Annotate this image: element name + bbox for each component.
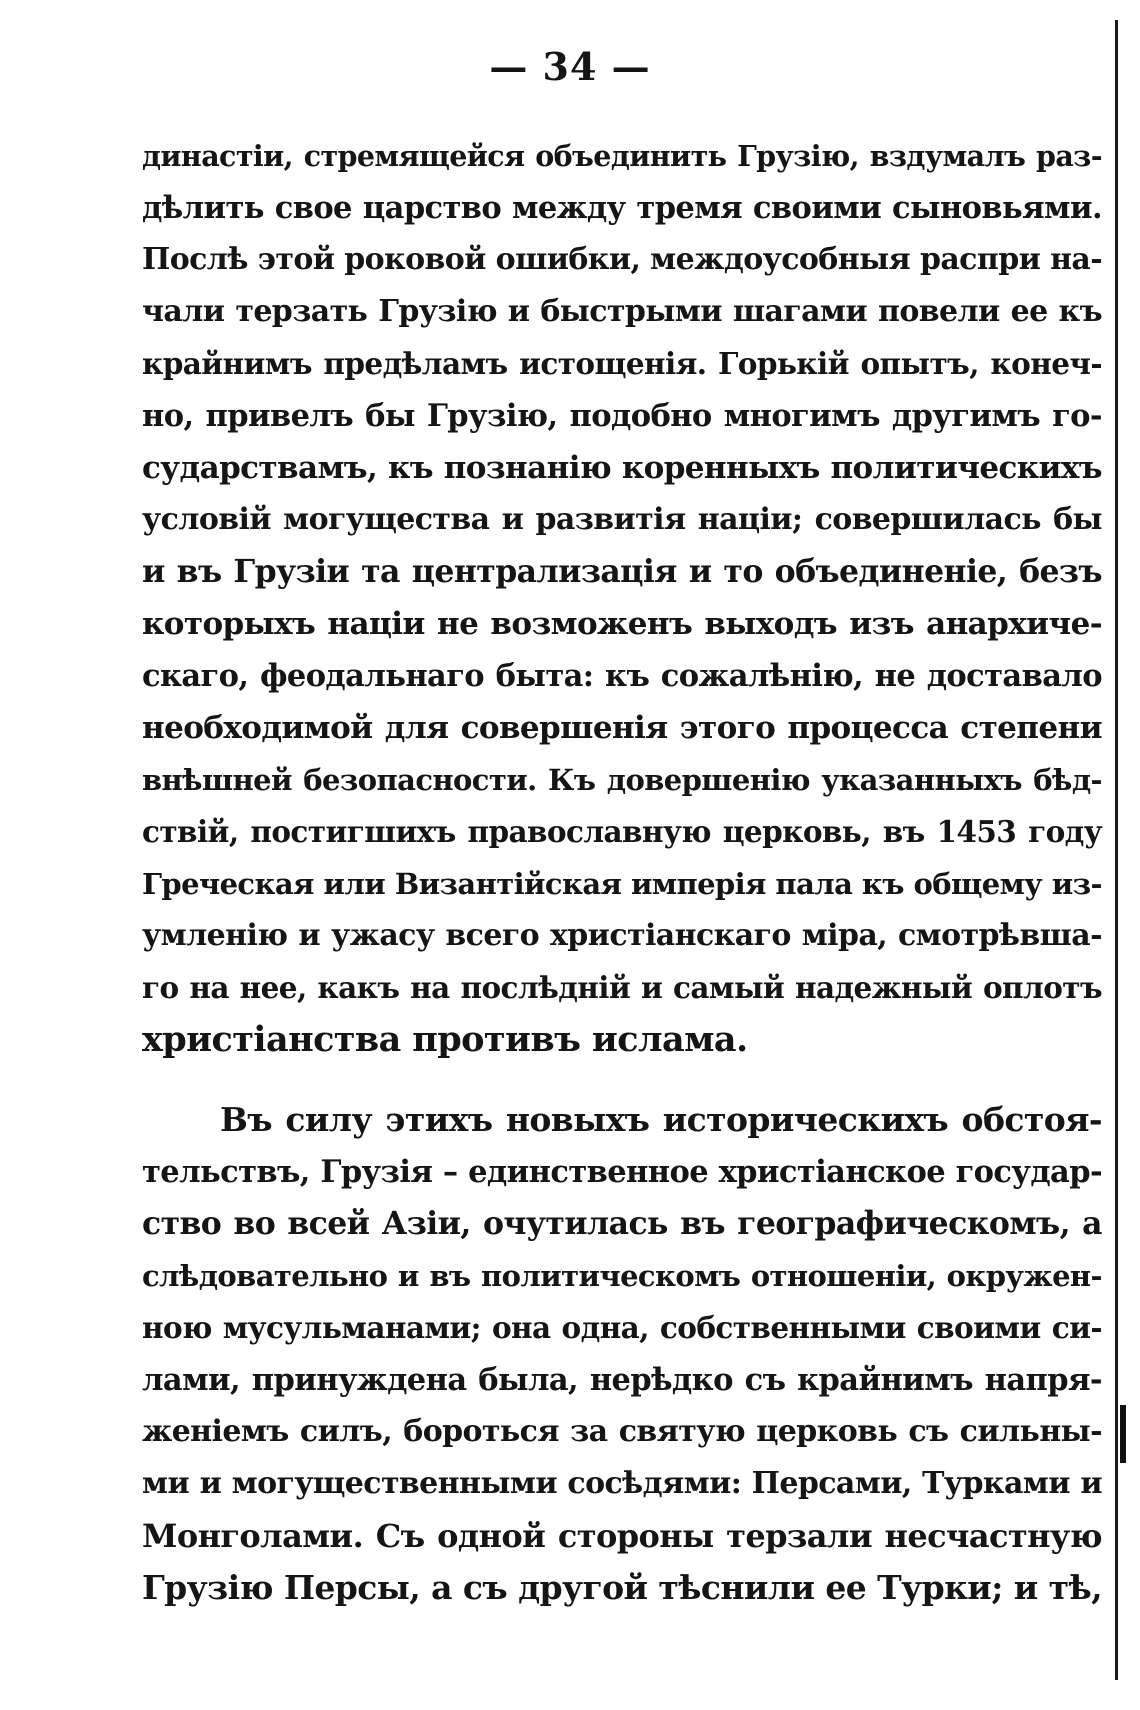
text-line: лами, принуждена была, нерѣдко съ крайнимъ напря-	[142, 1362, 1102, 1398]
body-text	[142, 130, 1102, 1614]
text-line: Послѣ этой роковой ошибки, междоусобныя распри на-	[142, 242, 1103, 277]
text-line: ною мусульманами; она одна, собственными своими си-	[142, 1310, 1102, 1345]
text-line: крайнимъ предѣламъ истощенія. Горькій опытъ, конеч-	[142, 346, 1102, 381]
text-line: дѣлить свое царство между тремя своими сыновьями.	[142, 190, 1102, 226]
text-line: ствій, постигшихъ православную церковь, въ 1453 году	[142, 814, 1102, 849]
text-line: сударствамъ, къ познанію коренныхъ политическихъ	[142, 450, 1102, 486]
page-edge-line	[1115, 20, 1118, 1680]
text-line: тельствъ, Грузія – единственное христіанское государ-	[142, 1154, 1102, 1190]
text-line: женіемъ силъ, бороться за святую церковь съ сильны-	[142, 1414, 1102, 1449]
text-line: необходимой для совершенія этого процесса степени	[142, 710, 1102, 746]
text-line: го на нее, какъ на послѣдній и самый надежный оплотъ	[142, 970, 1102, 1005]
text-line: Монголами. Съ одной стороны терзали несчастную	[142, 1517, 1102, 1555]
text-line: династіи, стремящейся объединить Грузію, вздумалъ раз-	[142, 139, 1102, 173]
paragraph-gap	[142, 1066, 1102, 1094]
text-line: и въ Грузіи та централизація и то объединеніе, безъ	[142, 553, 1102, 590]
text-line: ми и могущественными сосѣдями: Персами, Турками и	[142, 1466, 1102, 1501]
page-edge-mark	[1120, 1405, 1126, 1463]
text-line: умленію и ужасу всего христіанскаго міра, смотрѣвша-	[142, 918, 1102, 953]
paragraph-1	[142, 130, 1102, 1066]
text-line: условій могущества и развитія націи; совершилась бы	[142, 502, 1102, 537]
text-line: ство во всей Азіи, очутилась въ географическомъ, а	[142, 1205, 1102, 1242]
text-line: Въ силу этихъ новыхъ историческихъ обстоя-	[220, 1100, 1102, 1139]
page-number: — 34 —	[489, 44, 651, 89]
text-line: Грузію Персы, а съ другой тѣснили ее Турки; и тѣ,	[142, 1568, 1102, 1607]
text-line: христіанства противъ ислама.	[142, 1019, 748, 1060]
text-line: внѣшней безопасности. Къ довершенію указанныхъ бѣд-	[142, 763, 1102, 797]
text-line: слѣдовательно и въ политическомъ отношеніи, окружен-	[142, 1259, 1102, 1293]
text-line: Греческая или Византійская имперія пала къ общему из-	[142, 867, 1102, 901]
text-line: которыхъ націи не возможенъ выходъ изъ анархиче-	[142, 606, 1102, 642]
text-line: скаго, феодальнаго быта: къ сожалѣнію, не доставало	[142, 658, 1102, 694]
paragraph-2	[142, 1094, 1102, 1614]
text-line: чали терзать Грузію и быстрыми шагами повели ее къ	[142, 294, 1102, 329]
text-line: но, привелъ бы Грузію, подобно многимъ другимъ го-	[142, 398, 1102, 434]
